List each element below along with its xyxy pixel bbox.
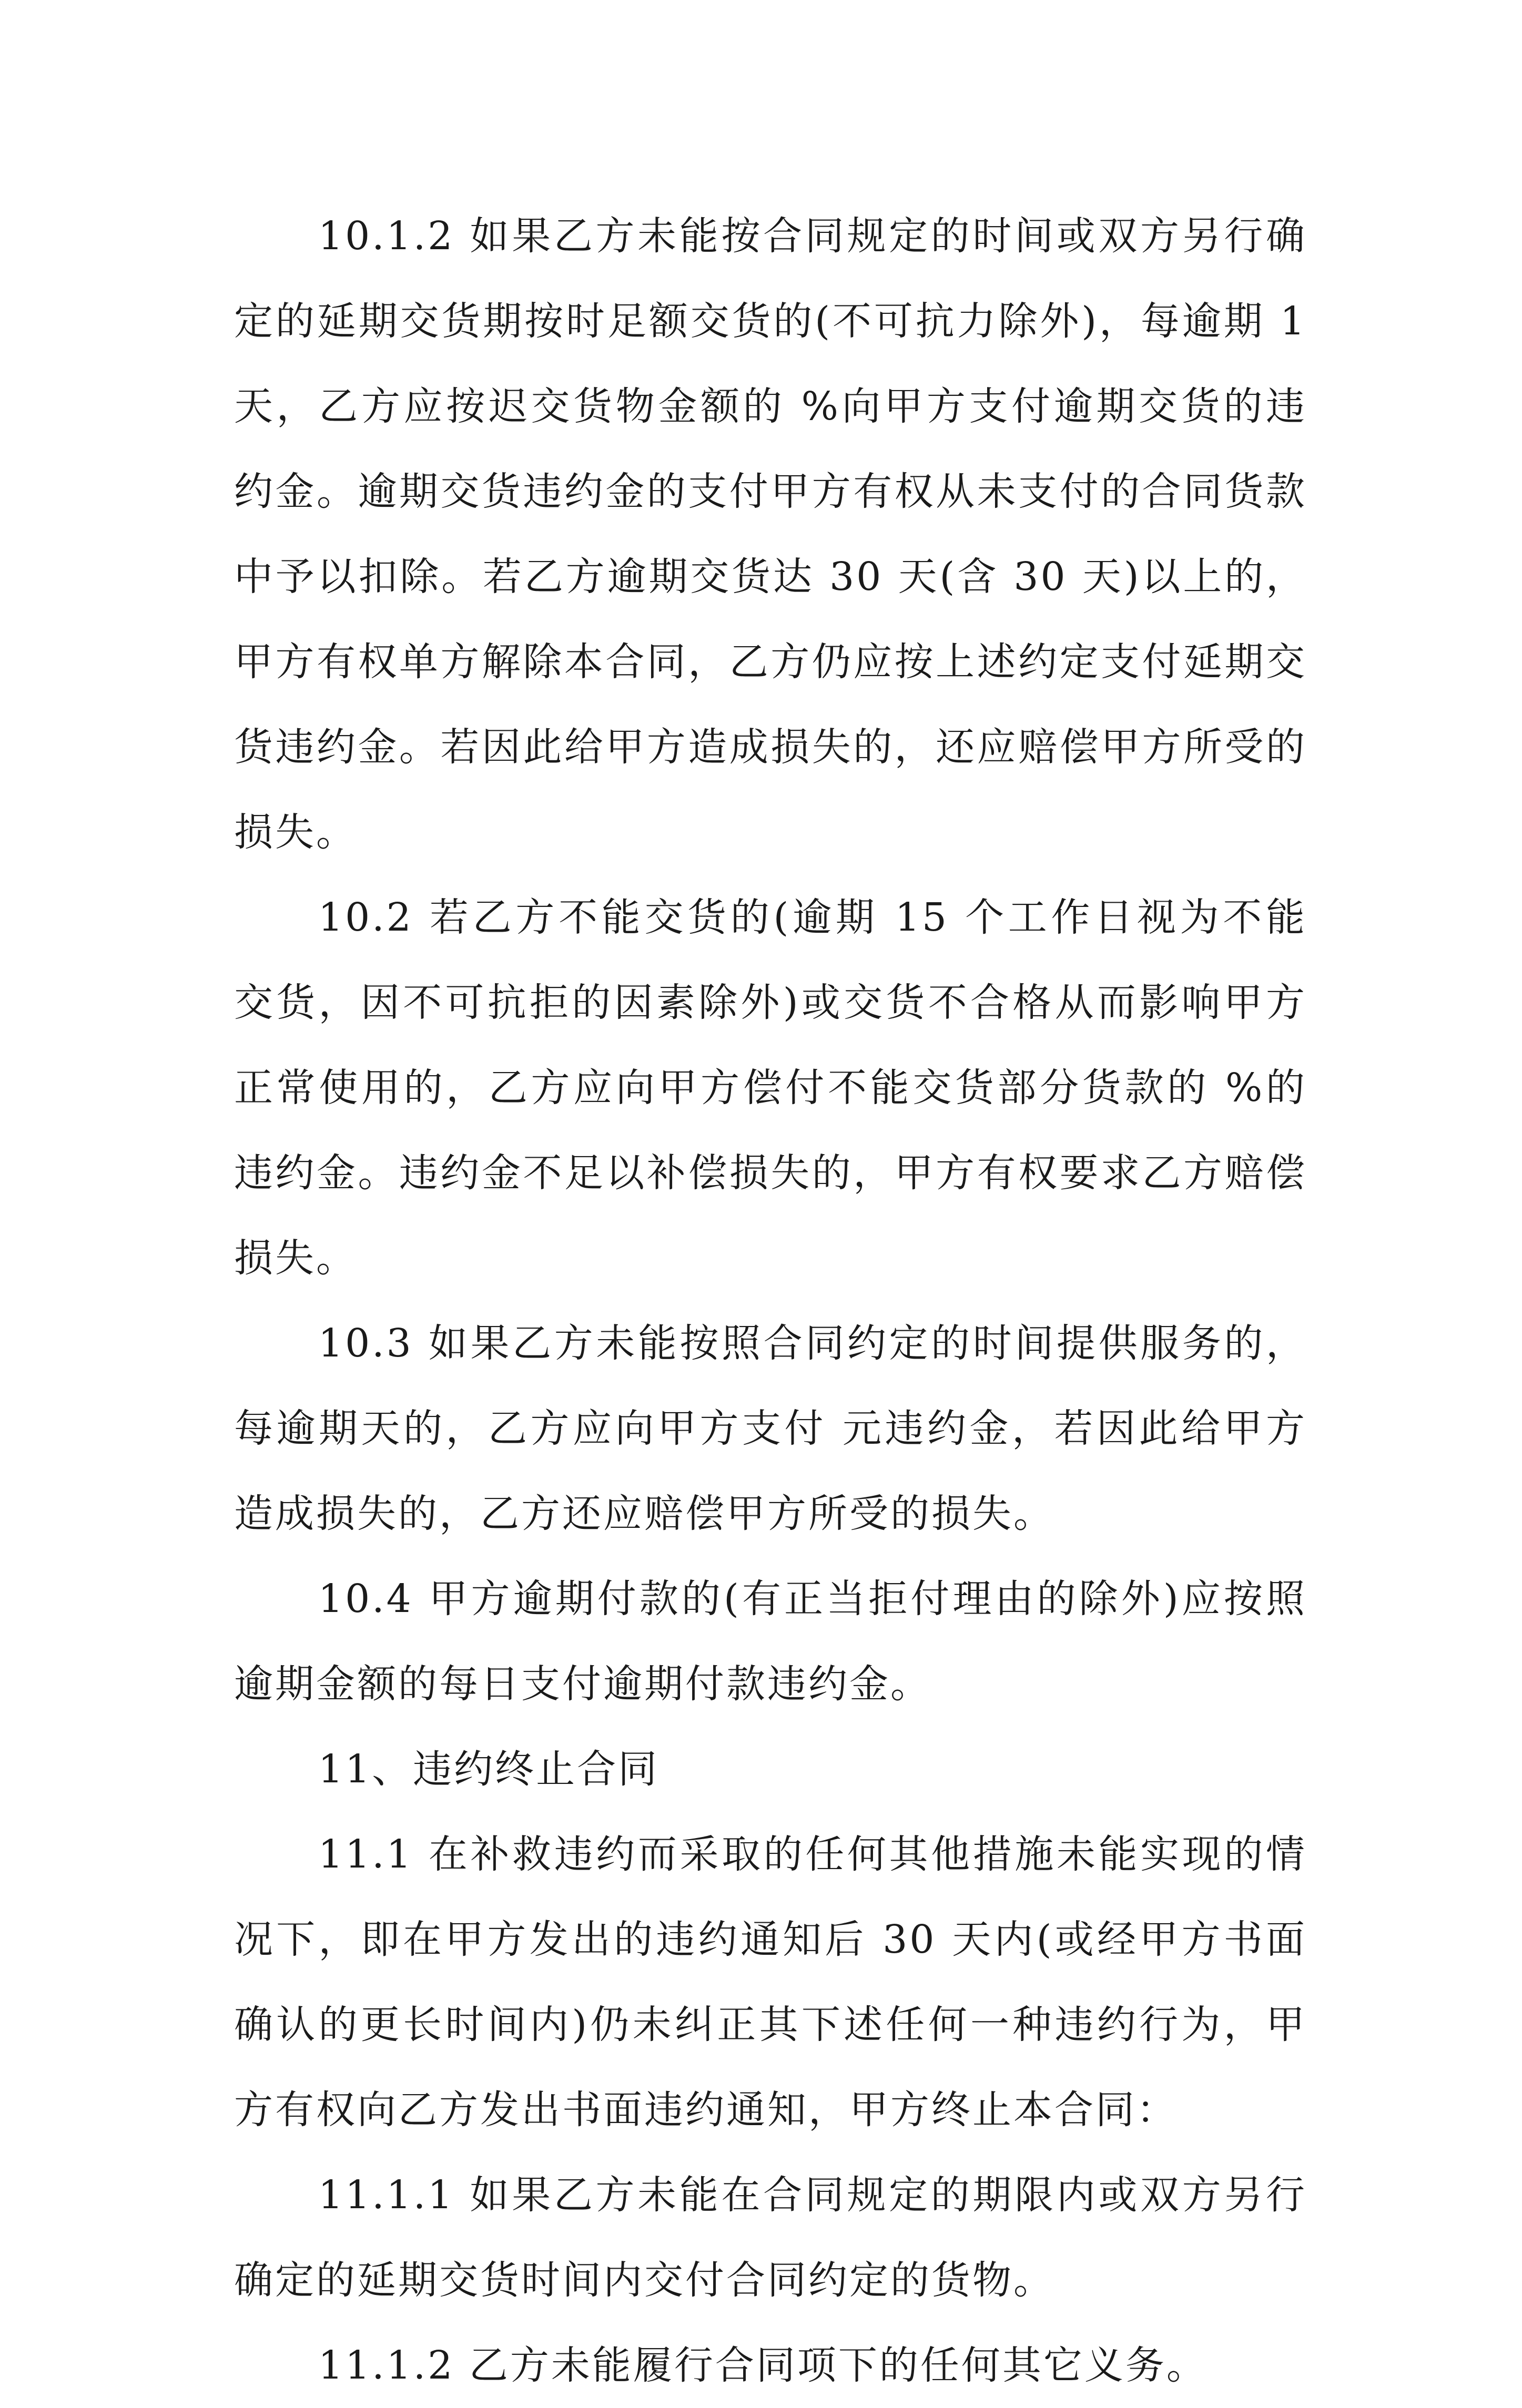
clause-10-2: 10.2 若乙方不能交货的(逾期 15 个工作日视为不能交货，因不可抗拒的因素除外)或交货不合格从而影响甲方正常使用的，乙方应向甲方偿付不能交货部分货款的 %的违约金。违约金不足以补偿损失的，甲方有权要求乙方赔偿损失。 [234, 895, 1307, 1281]
clause-11-1: 11.1 在补救违约而采取的任何其他措施未能实现的情况下，即在甲方发出的违约通知后 30 天内(或经甲方书面确认的更长时间内)仍未纠正其下述任何一种违约行为，甲方有权向乙方发出书面违约通知，甲方终止本合同： [234, 1832, 1307, 2132]
clause-10-4: 10.4 甲方逾期付款的(有正当拒付理由的除外)应按照逾期金额的每日支付逾期付款违约金。 [234, 1576, 1307, 1707]
section-11-heading: 11、违约终止合同 [318, 1747, 659, 1792]
contract-text [234, 193, 1307, 2408]
clause-11-1-2: 11.1.2 乙方未能履行合同项下的任何其它义务。 [318, 2343, 1208, 2388]
clause-10-1-2: 10.1.2 如果乙方未能按合同规定的时间或双方另行确定的延期交货期按时足额交货的(不可抗力除外)，每逾期 1 天，乙方应按迟交货物金额的 %向甲方支付逾期交货的违约金。逾期交货违约金的支付甲方有权从未支付的合同货款中予以扣除。若乙方逾期交货达 30 天(含 30 天)以上的，甲方有权单方解除本合同，乙方仍应按上述约定支付延期交货违约金。若因此给甲方造成损失的，还应赔偿甲方所受的损失。 [234, 213, 1307, 855]
clause-10-3: 10.3 如果乙方未能按照合同约定的时间提供服务的，每逾期天的，乙方应向甲方支付 元违约金，若因此给甲方造成损失的，乙方还应赔偿甲方所受的损失。 [234, 1321, 1307, 1536]
clause-11-1-1: 11.1.1 如果乙方未能在合同规定的期限内或双方另行确定的延期交货时间内交付合同约定的货物。 [234, 2172, 1307, 2303]
